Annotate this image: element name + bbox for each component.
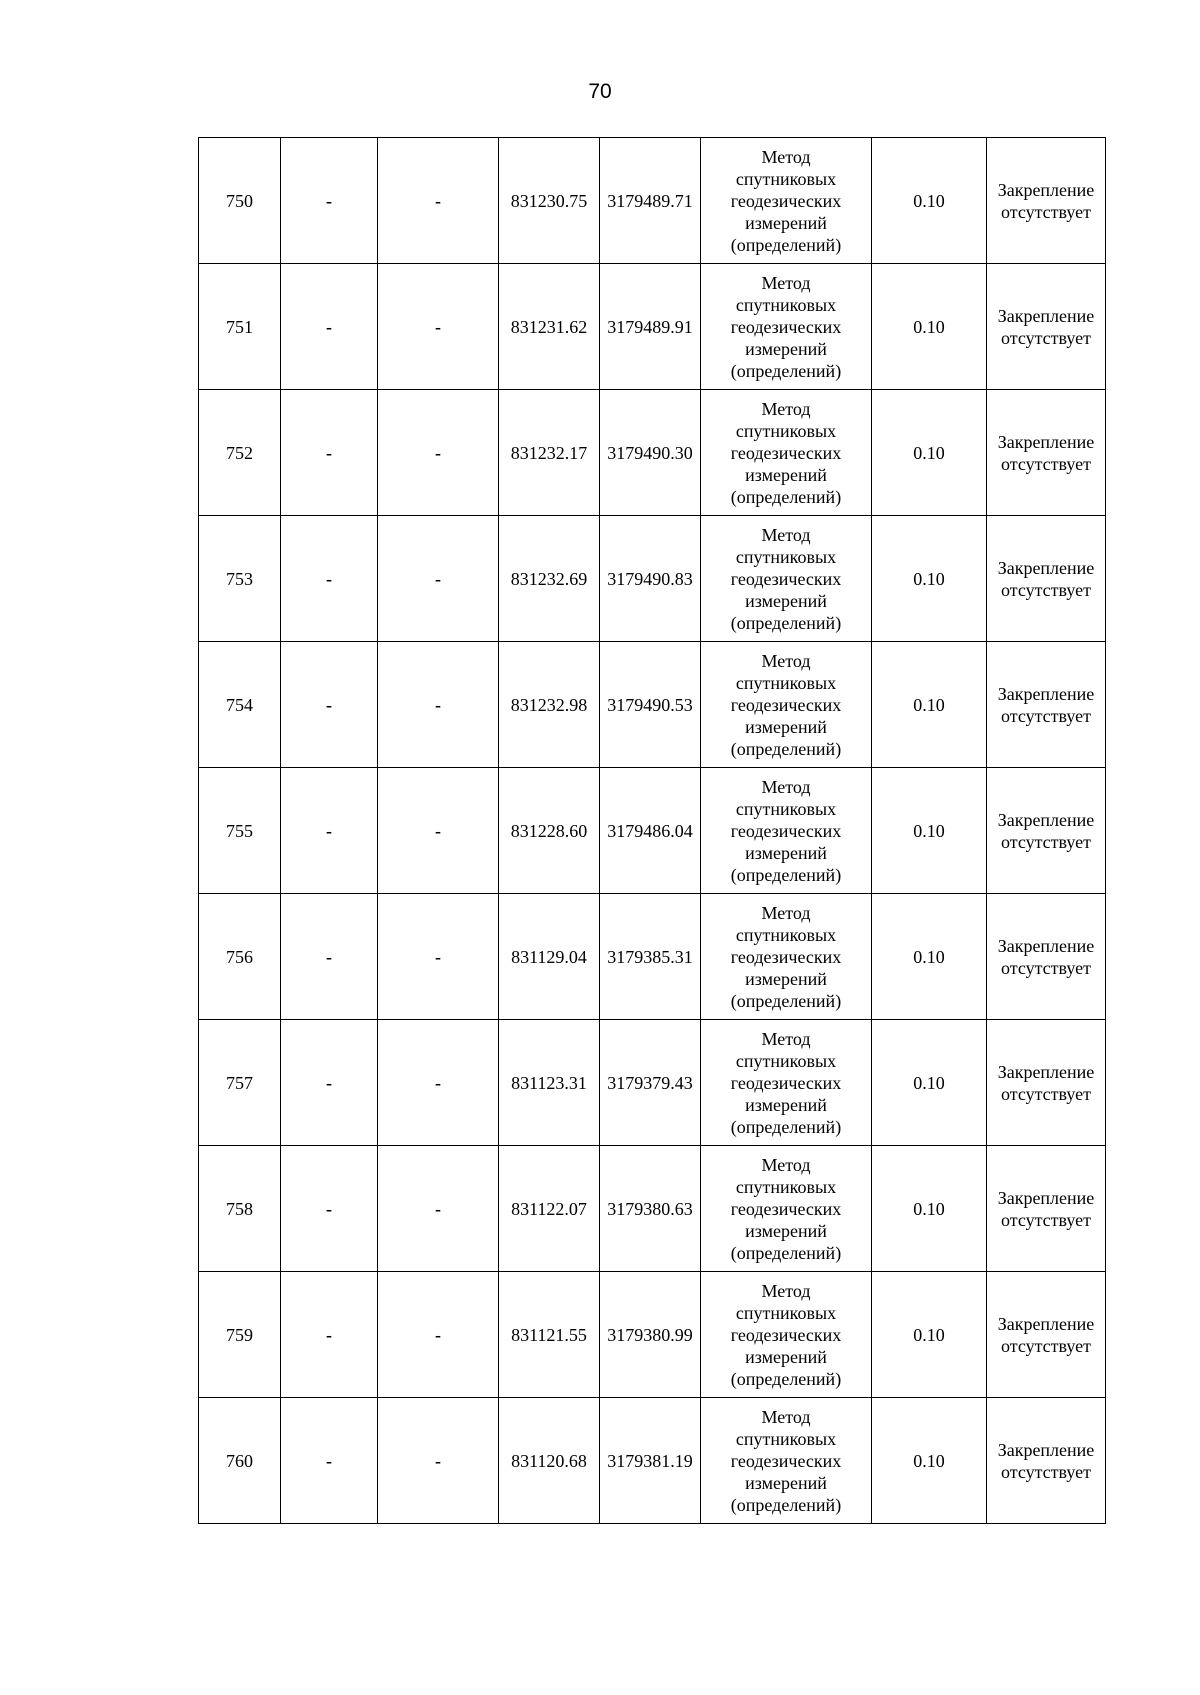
dash-cell: - bbox=[281, 264, 378, 390]
y-coordinate-cell: 3179381.19 bbox=[600, 1398, 701, 1524]
point-number-cell: 753 bbox=[199, 516, 281, 642]
method-line: измерений bbox=[745, 1094, 827, 1115]
method-line: измерений bbox=[745, 1346, 827, 1367]
method-line: измерений bbox=[745, 464, 827, 485]
fixation-line: отсутствует bbox=[1000, 957, 1092, 978]
accuracy-cell: 0.10 bbox=[872, 264, 987, 390]
fixation-line: отсутствует bbox=[1000, 201, 1092, 222]
fixation-line: отсутствует bbox=[1000, 1335, 1092, 1356]
method-cell bbox=[701, 642, 872, 768]
accuracy-cell: 0.10 bbox=[872, 1020, 987, 1146]
dash-cell: - bbox=[281, 390, 378, 516]
fixation-line: отсутствует bbox=[1000, 1461, 1092, 1482]
point-number-cell: 756 bbox=[199, 894, 281, 1020]
method-cell bbox=[701, 138, 872, 264]
y-coordinate-cell: 3179379.43 bbox=[600, 1020, 701, 1146]
fixation-line: Закрепление bbox=[997, 1439, 1095, 1460]
method-line: спутниковых bbox=[735, 1050, 837, 1071]
method-line: спутниковых bbox=[735, 168, 837, 189]
method-line: геодезических bbox=[730, 1198, 842, 1219]
method-line: измерений bbox=[745, 716, 827, 737]
fixation-line: Закрепление bbox=[997, 557, 1095, 578]
method-cell bbox=[701, 1146, 872, 1272]
dash-cell: - bbox=[378, 390, 499, 516]
accuracy-cell: 0.10 bbox=[872, 642, 987, 768]
accuracy-cell: 0.10 bbox=[872, 894, 987, 1020]
fixation-line: Закрепление bbox=[997, 809, 1095, 830]
y-coordinate-cell: 3179486.04 bbox=[600, 768, 701, 894]
method-line: (определений) bbox=[730, 1494, 842, 1515]
method-cell bbox=[701, 894, 872, 1020]
method-line: спутниковых bbox=[735, 672, 837, 693]
dash-cell: - bbox=[378, 1020, 499, 1146]
table-row bbox=[199, 642, 1106, 768]
point-number-cell: 760 bbox=[199, 1398, 281, 1524]
y-coordinate-cell: 3179490.83 bbox=[600, 516, 701, 642]
method-line: спутниковых bbox=[735, 294, 837, 315]
method-line: Метод bbox=[761, 272, 811, 293]
method-line: спутниковых bbox=[735, 924, 837, 945]
coordinates-table bbox=[198, 137, 1106, 1524]
method-cell bbox=[701, 264, 872, 390]
method-cell bbox=[701, 768, 872, 894]
method-line: спутниковых bbox=[735, 546, 837, 567]
table-row bbox=[199, 1020, 1106, 1146]
fixation-cell bbox=[987, 516, 1106, 642]
method-line: спутниковых bbox=[735, 1428, 837, 1449]
x-coordinate-cell: 831228.60 bbox=[499, 768, 600, 894]
point-number-cell: 757 bbox=[199, 1020, 281, 1146]
fixation-cell bbox=[987, 642, 1106, 768]
fixation-cell bbox=[987, 768, 1106, 894]
x-coordinate-cell: 831121.55 bbox=[499, 1272, 600, 1398]
accuracy-cell: 0.10 bbox=[872, 768, 987, 894]
method-line: (определений) bbox=[730, 612, 842, 633]
method-line: Метод bbox=[761, 1154, 811, 1175]
fixation-line: отсутствует bbox=[1000, 1209, 1092, 1230]
method-line: геодезических bbox=[730, 316, 842, 337]
dash-cell: - bbox=[378, 894, 499, 1020]
method-line: геодезических bbox=[730, 820, 842, 841]
table-row bbox=[199, 894, 1106, 1020]
table-row bbox=[199, 1146, 1106, 1272]
dash-cell: - bbox=[378, 768, 499, 894]
fixation-cell bbox=[987, 1020, 1106, 1146]
page-number: 70 bbox=[588, 80, 612, 103]
method-line: измерений bbox=[745, 968, 827, 989]
point-number-cell: 752 bbox=[199, 390, 281, 516]
accuracy-cell: 0.10 bbox=[872, 1272, 987, 1398]
point-number-cell: 750 bbox=[199, 138, 281, 264]
fixation-cell bbox=[987, 894, 1106, 1020]
dash-cell: - bbox=[281, 1398, 378, 1524]
method-line: геодезических bbox=[730, 1324, 842, 1345]
dash-cell: - bbox=[378, 642, 499, 768]
table-row bbox=[199, 264, 1106, 390]
dash-cell: - bbox=[281, 516, 378, 642]
table-row bbox=[199, 1398, 1106, 1524]
method-cell bbox=[701, 516, 872, 642]
method-line: Метод bbox=[761, 650, 811, 671]
method-line: измерений bbox=[745, 1472, 827, 1493]
x-coordinate-cell: 831232.17 bbox=[499, 390, 600, 516]
method-line: спутниковых bbox=[735, 1176, 837, 1197]
fixation-line: Закрепление bbox=[997, 179, 1095, 200]
method-line: спутниковых bbox=[735, 420, 837, 441]
method-line: (определений) bbox=[730, 1368, 842, 1389]
method-line: Метод bbox=[761, 776, 811, 797]
x-coordinate-cell: 831232.69 bbox=[499, 516, 600, 642]
method-line: Метод bbox=[761, 1406, 811, 1427]
dash-cell: - bbox=[281, 1020, 378, 1146]
fixation-cell bbox=[987, 264, 1106, 390]
fixation-cell bbox=[987, 1272, 1106, 1398]
fixation-line: Закрепление bbox=[997, 1187, 1095, 1208]
fixation-line: отсутствует bbox=[1000, 831, 1092, 852]
table-row bbox=[199, 516, 1106, 642]
fixation-cell bbox=[987, 390, 1106, 516]
method-line: измерений bbox=[745, 1220, 827, 1241]
dash-cell: - bbox=[378, 1146, 499, 1272]
x-coordinate-cell: 831123.31 bbox=[499, 1020, 600, 1146]
fixation-line: Закрепление bbox=[997, 1061, 1095, 1082]
fixation-line: Закрепление bbox=[997, 683, 1095, 704]
method-cell bbox=[701, 390, 872, 516]
table-row bbox=[199, 768, 1106, 894]
dash-cell: - bbox=[378, 264, 499, 390]
method-line: спутниковых bbox=[735, 798, 837, 819]
x-coordinate-cell: 831129.04 bbox=[499, 894, 600, 1020]
y-coordinate-cell: 3179380.99 bbox=[600, 1272, 701, 1398]
point-number-cell: 754 bbox=[199, 642, 281, 768]
fixation-line: отсутствует bbox=[1000, 453, 1092, 474]
method-line: (определений) bbox=[730, 1116, 842, 1137]
dash-cell: - bbox=[378, 1398, 499, 1524]
fixation-cell bbox=[987, 1146, 1106, 1272]
fixation-line: отсутствует bbox=[1000, 579, 1092, 600]
x-coordinate-cell: 831230.75 bbox=[499, 138, 600, 264]
accuracy-cell: 0.10 bbox=[872, 390, 987, 516]
method-line: геодезических bbox=[730, 1072, 842, 1093]
method-line: (определений) bbox=[730, 234, 842, 255]
y-coordinate-cell: 3179380.63 bbox=[600, 1146, 701, 1272]
method-line: Метод bbox=[761, 524, 811, 545]
accuracy-cell: 0.10 bbox=[872, 516, 987, 642]
dash-cell: - bbox=[281, 1272, 378, 1398]
method-cell bbox=[701, 1398, 872, 1524]
method-line: геодезических bbox=[730, 946, 842, 967]
dash-cell: - bbox=[378, 138, 499, 264]
fixation-line: отсутствует bbox=[1000, 705, 1092, 726]
y-coordinate-cell: 3179490.30 bbox=[600, 390, 701, 516]
accuracy-cell: 0.10 bbox=[872, 138, 987, 264]
method-line: измерений bbox=[745, 842, 827, 863]
table-row bbox=[199, 1272, 1106, 1398]
method-line: геодезических bbox=[730, 442, 842, 463]
method-line: (определений) bbox=[730, 1242, 842, 1263]
method-line: (определений) bbox=[730, 864, 842, 885]
method-line: (определений) bbox=[730, 990, 842, 1011]
y-coordinate-cell: 3179489.91 bbox=[600, 264, 701, 390]
method-line: Метод bbox=[761, 1028, 811, 1049]
method-line: геодезических bbox=[730, 694, 842, 715]
method-line: Метод bbox=[761, 902, 811, 923]
dash-cell: - bbox=[281, 642, 378, 768]
y-coordinate-cell: 3179489.71 bbox=[600, 138, 701, 264]
method-line: (определений) bbox=[730, 486, 842, 507]
method-line: измерений bbox=[745, 338, 827, 359]
method-line: геодезических bbox=[730, 190, 842, 211]
fixation-cell bbox=[987, 138, 1106, 264]
x-coordinate-cell: 831232.98 bbox=[499, 642, 600, 768]
dash-cell: - bbox=[281, 768, 378, 894]
method-line: Метод bbox=[761, 398, 811, 419]
point-number-cell: 758 bbox=[199, 1146, 281, 1272]
point-number-cell: 751 bbox=[199, 264, 281, 390]
fixation-line: Закрепление bbox=[997, 935, 1095, 956]
fixation-line: Закрепление bbox=[997, 305, 1095, 326]
method-line: Метод bbox=[761, 1280, 811, 1301]
dash-cell: - bbox=[378, 1272, 499, 1398]
fixation-line: отсутствует bbox=[1000, 1083, 1092, 1104]
method-line: (определений) bbox=[730, 738, 842, 759]
method-cell bbox=[701, 1272, 872, 1398]
dash-cell: - bbox=[281, 1146, 378, 1272]
x-coordinate-cell: 831231.62 bbox=[499, 264, 600, 390]
method-line: геодезических bbox=[730, 1450, 842, 1471]
method-cell bbox=[701, 1020, 872, 1146]
point-number-cell: 755 bbox=[199, 768, 281, 894]
dash-cell: - bbox=[378, 516, 499, 642]
fixation-line: Закрепление bbox=[997, 1313, 1095, 1334]
fixation-line: отсутствует bbox=[1000, 327, 1092, 348]
method-line: геодезических bbox=[730, 568, 842, 589]
accuracy-cell: 0.10 bbox=[872, 1398, 987, 1524]
point-number-cell: 759 bbox=[199, 1272, 281, 1398]
x-coordinate-cell: 831120.68 bbox=[499, 1398, 600, 1524]
x-coordinate-cell: 831122.07 bbox=[499, 1146, 600, 1272]
accuracy-cell: 0.10 bbox=[872, 1146, 987, 1272]
dash-cell: - bbox=[281, 138, 378, 264]
dash-cell: - bbox=[281, 894, 378, 1020]
y-coordinate-cell: 3179490.53 bbox=[600, 642, 701, 768]
y-coordinate-cell: 3179385.31 bbox=[600, 894, 701, 1020]
table-row bbox=[199, 138, 1106, 264]
table-body bbox=[199, 138, 1106, 1524]
method-line: Метод bbox=[761, 146, 811, 167]
fixation-cell bbox=[987, 1398, 1106, 1524]
table-row bbox=[199, 390, 1106, 516]
method-line: (определений) bbox=[730, 360, 842, 381]
method-line: измерений bbox=[745, 212, 827, 233]
method-line: измерений bbox=[745, 590, 827, 611]
fixation-line: Закрепление bbox=[997, 431, 1095, 452]
method-line: спутниковых bbox=[735, 1302, 837, 1323]
